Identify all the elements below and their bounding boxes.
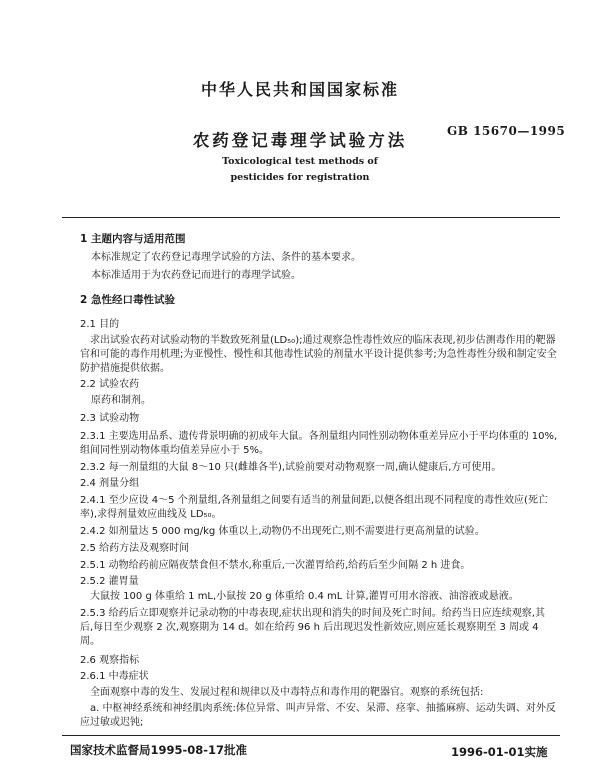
section-2-5-3: 2.5.3 给药后立即观察并记录动物的中毒表现,症状出现和消失的时间及死亡时间。给药当日应连续观察,其后,每日至少观察 2 次,观察期为 14 d。如在给药 96 h 后出现迟发性新效应,则应延长观察期至 3 周或 4 周。 [80, 608, 545, 647]
english-title-line2: pesticides for registration [230, 172, 370, 183]
section-2-2-body: 原药和制剂。 [91, 395, 151, 406]
section-2-6-1-heading: 2.6.1 中毒症状 [80, 671, 149, 682]
header-rule [62, 217, 560, 218]
section-1-paragraph-2: 本标准适用于为农药登记而进行的毒理学试验。 [91, 270, 301, 281]
section-2-6-1-body: 全面观察中毒的发生、发展过程和规律以及中毒特点和毒作用的靶器官。观察的系统包括: [90, 687, 484, 698]
effective-date: 1996-01-01实施 [451, 745, 548, 759]
section-2-3-heading: 2.3 试验动物 [80, 413, 140, 424]
section-2-4-heading: 2.4 剂量分组 [80, 478, 140, 489]
section-2-5-1: 2.5.1 动物给药前应隔夜禁食但不禁水,称重后,一次灌胃给药,给药后至少间隔 2 h 进食。 [80, 560, 471, 571]
section-2-5-2-body: 大鼠按 100 g 体重给 1 mL,小鼠按 20 g 体重给 0.4 mL 计算,灌胃可用水溶液、油溶液或悬液。 [90, 591, 519, 602]
section-2-3-2: 2.3.2 每一剂量组的大鼠 8～10 只(雌雄各半),试验前要对动物观察一周,确认健康后,方可使用。 [80, 462, 502, 473]
section-2-6-heading: 2.6 观察指标 [80, 655, 140, 666]
standard-title: 中华人民共和国国家标准 [200, 80, 399, 99]
document-title: 农药登记毒理学试验方法 [192, 131, 408, 150]
section-1-heading: 1 主题内容与适用范围 [80, 233, 186, 245]
section-2-4-2: 2.4.2 如剂量达 5 000 mg/kg 体重以上,动物仍不出现死亡,则不需要进行更高剂量的试验。 [80, 526, 485, 537]
section-2-heading: 2 急性经口毒性试验 [80, 294, 175, 306]
footer-rule [62, 735, 560, 736]
english-title-line1: Toxicological test methods of [222, 156, 378, 167]
section-2-2-heading: 2.2 试验农药 [80, 379, 140, 390]
section-1-paragraph-1: 本标准规定了农药登记毒理学试验的方法、条件的基本要求。 [91, 252, 361, 263]
section-2-5-2-heading: 2.5.2 灌胃量 [80, 576, 139, 587]
section-2-1-heading: 2.1 目的 [80, 319, 120, 330]
section-2-1-body: 求出试验农药对试验动物的半数致死剂量(LD₅₀);通过观察急性毒性效应的临床表现,初步估测毒作用的靶器官和可能的毒作用机理;为亚慢性、慢性和其他毒性试验的剂量水平设计提供参考;为急性毒性分级和制定安全防护措施提供依据。 [80, 335, 557, 374]
section-2-5-heading: 2.5 给药方法及观察时间 [80, 543, 190, 554]
approval-date: 国家技术监督局1995-08-17批准 [70, 743, 248, 757]
section-2-4-1: 2.4.1 至少应设 4～5 个剂量组,各剂量组之间要有适当的剂量间距,以便各组出现不同程度的毒性效应(死亡率),求得剂量效应曲线及 LD₅₀。 [80, 495, 548, 520]
section-2-6-1-item-a: a. 中枢神经系统和神经肌肉系统:体位异常、叫声异常、不安、呆滞、痉挛、抽搐麻痹、运动失调、对外反应过敏或迟钝; [80, 703, 556, 728]
section-2-3-1: 2.3.1 主要选用品系、遗传背景明确的初成年大鼠。各剂量组内同性别动物体重差异应小于平均体重的 10%,组间同性别动物体重均值差异应小于 5%。 [80, 431, 558, 456]
gb-code: GB 15670—1995 [447, 124, 566, 138]
